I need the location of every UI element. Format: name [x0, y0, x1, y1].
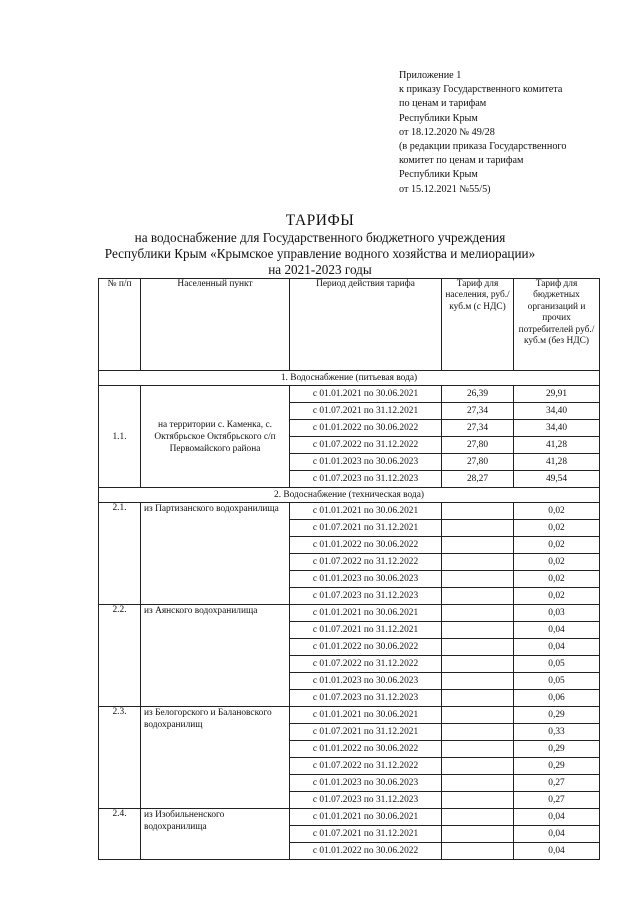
tariff-period-cell: с 01.07.2022 по 31.12.2022: [290, 758, 442, 775]
population-tariff-cell: [442, 809, 514, 826]
table-header-row: [99, 279, 600, 371]
tariff-period-cell: с 01.01.2023 по 30.06.2023: [290, 571, 442, 588]
budget-tariff-cell: 34,40: [514, 403, 600, 420]
row-number: 2.3.: [99, 707, 141, 809]
population-tariff-cell: [442, 724, 514, 741]
budget-tariff-cell: 0,05: [514, 673, 600, 690]
tariff-period-cell: с 01.07.2023 по 31.12.2023: [290, 690, 442, 707]
population-tariff-cell: 28,27: [442, 471, 514, 488]
population-tariff-cell: [442, 639, 514, 656]
row-number: 2.4.: [99, 809, 141, 860]
tariff-period-cell: с 01.01.2021 по 30.06.2021: [290, 605, 442, 622]
tariff-period-cell: с 01.01.2023 по 30.06.2023: [290, 673, 442, 690]
budget-tariff-cell: 0,04: [514, 809, 600, 826]
budget-tariff-cell: 0,03: [514, 605, 600, 622]
settlement-cell: на территории с. Каменка, с. Октябрьское Октябрьского с/п Первомайского района: [141, 386, 290, 488]
population-tariff-cell: 27,80: [442, 437, 514, 454]
tariff-period-cell: с 01.01.2023 по 30.06.2023: [290, 775, 442, 792]
annex-line: (в редакции приказа Государственного: [399, 141, 567, 153]
population-tariff-cell: [442, 520, 514, 537]
budget-tariff-cell: 0,04: [514, 622, 600, 639]
tariff-period-cell: с 01.01.2022 по 30.06.2022: [290, 843, 442, 860]
settlement-cell: из Партизанского водохранилища: [141, 503, 290, 605]
settlement-cell: из Изобильненского водохранилища: [141, 809, 290, 860]
row-number: 1.1.: [99, 386, 141, 488]
annex-line: от 15.12.2021 №55/5): [399, 183, 491, 195]
column-header-number: № п/п: [99, 279, 141, 371]
tariff-period-cell: с 01.01.2022 по 30.06.2022: [290, 537, 442, 554]
budget-tariff-cell: 0,02: [514, 554, 600, 571]
tariff-period-cell: с 01.07.2023 по 31.12.2023: [290, 792, 442, 809]
column-header-budget-tariff: Тариф для бюджетных организаций и прочих потребителей руб./куб.м (без НДС): [514, 279, 600, 371]
population-tariff-cell: [442, 758, 514, 775]
section-row: [99, 371, 600, 386]
population-tariff-cell: [442, 826, 514, 843]
budget-tariff-cell: 0,05: [514, 656, 600, 673]
budget-tariff-cell: 0,29: [514, 758, 600, 775]
budget-tariff-cell: 41,28: [514, 454, 600, 471]
tariff-period-cell: с 01.07.2023 по 31.12.2023: [290, 588, 442, 605]
row-number: 2.2.: [99, 605, 141, 707]
tariff-period-cell: с 01.07.2022 по 31.12.2022: [290, 656, 442, 673]
tariff-period-cell: с 01.07.2021 по 31.12.2021: [290, 826, 442, 843]
population-tariff-cell: [442, 571, 514, 588]
population-tariff-cell: 26,39: [442, 386, 514, 403]
population-tariff-cell: [442, 622, 514, 639]
section-heading: 1. Водоснабжение (питьевая вода): [99, 371, 600, 386]
column-header-period: Период действия тарифа: [290, 279, 442, 371]
budget-tariff-cell: 41,28: [514, 437, 600, 454]
population-tariff-cell: [442, 673, 514, 690]
population-tariff-cell: [442, 605, 514, 622]
population-tariff-cell: [442, 775, 514, 792]
document-title: ТАРИФЫ: [285, 212, 355, 229]
budget-tariff-cell: 0,29: [514, 707, 600, 724]
tariff-period-cell: с 01.01.2023 по 30.06.2023: [290, 454, 442, 471]
population-tariff-cell: [442, 690, 514, 707]
tariff-period-cell: с 01.01.2022 по 30.06.2022: [290, 420, 442, 437]
tariff-period-cell: с 01.07.2021 по 31.12.2021: [290, 520, 442, 537]
document-subtitle-line: на водоснабжение для Государственного бюджетного учреждения: [134, 230, 506, 245]
tariff-period-cell: с 01.01.2021 по 30.06.2021: [290, 707, 442, 724]
budget-tariff-cell: 0,02: [514, 537, 600, 554]
budget-tariff-cell: 0,27: [514, 792, 600, 809]
tariff-period-cell: с 01.01.2022 по 30.06.2022: [290, 741, 442, 758]
budget-tariff-cell: 0,33: [514, 724, 600, 741]
budget-tariff-cell: 29,91: [514, 386, 600, 403]
table-row: [99, 605, 600, 622]
row-number: 2.1.: [99, 503, 141, 605]
tariff-period-cell: с 01.07.2023 по 31.12.2023: [290, 471, 442, 488]
population-tariff-cell: [442, 707, 514, 724]
section-row: [99, 488, 600, 503]
column-header-place: Населенный пункт: [141, 279, 290, 371]
table-row: [99, 809, 600, 826]
population-tariff-cell: [442, 792, 514, 809]
settlement-cell: из Аянского водохранилища: [141, 605, 290, 707]
population-tariff-cell: [442, 503, 514, 520]
table-row: [99, 386, 600, 403]
tariff-period-cell: с 01.01.2022 по 30.06.2022: [290, 639, 442, 656]
tariffs-table: [98, 278, 600, 860]
population-tariff-cell: [442, 537, 514, 554]
tariff-period-cell: с 01.01.2021 по 30.06.2021: [290, 809, 442, 826]
tariff-period-cell: с 01.07.2021 по 31.12.2021: [290, 403, 442, 420]
tariff-period-cell: с 01.07.2021 по 31.12.2021: [290, 724, 442, 741]
settlement-cell: из Белогорского и Балановского водохранилищ: [141, 707, 290, 809]
budget-tariff-cell: 0,04: [514, 826, 600, 843]
budget-tariff-cell: 34,40: [514, 420, 600, 437]
budget-tariff-cell: 0,02: [514, 588, 600, 605]
budget-tariff-cell: 0,02: [514, 571, 600, 588]
annex-line: от 18.12.2020 № 49/28: [399, 126, 495, 138]
document-subtitle-line: Республики Крым «Крымское управление водного хозяйства и мелиорации»: [104, 246, 536, 261]
annex-line: Приложение 1: [399, 70, 462, 81]
table-row: [99, 503, 600, 520]
tariff-period-cell: с 01.07.2022 по 31.12.2022: [290, 554, 442, 571]
budget-tariff-cell: 0,02: [514, 503, 600, 520]
population-tariff-cell: [442, 843, 514, 860]
budget-tariff-cell: 0,29: [514, 741, 600, 758]
population-tariff-cell: 27,34: [442, 403, 514, 420]
budget-tariff-cell: 0,04: [514, 639, 600, 656]
budget-tariff-cell: 0,06: [514, 690, 600, 707]
population-tariff-cell: 27,80: [442, 454, 514, 471]
annex-line: по ценам и тарифам: [399, 98, 487, 110]
budget-tariff-cell: 49,54: [514, 471, 600, 488]
tariff-period-cell: с 01.01.2021 по 30.06.2021: [290, 386, 442, 403]
budget-tariff-cell: 0,27: [514, 775, 600, 792]
population-tariff-cell: [442, 588, 514, 605]
table-body: [99, 371, 600, 860]
annex-line: к приказу Государственного комитета: [399, 84, 563, 96]
tariff-period-cell: с 01.07.2021 по 31.12.2021: [290, 622, 442, 639]
population-tariff-cell: 27,34: [442, 420, 514, 437]
population-tariff-cell: [442, 656, 514, 673]
column-header-population-tariff: Тариф для населения, руб./куб.м (с НДС): [442, 279, 514, 371]
annex-line: Республики Крым: [399, 112, 478, 124]
annex-line: комитет по ценам и тарифам: [399, 155, 524, 167]
budget-tariff-cell: 0,04: [514, 843, 600, 860]
annex-block: [399, 69, 629, 197]
document-subtitle-line: на 2021-2023 годы: [268, 262, 372, 277]
population-tariff-cell: [442, 554, 514, 571]
tariff-period-cell: с 01.01.2021 по 30.06.2021: [290, 503, 442, 520]
annex-line: Республики Крым: [399, 169, 478, 181]
budget-tariff-cell: 0,02: [514, 520, 600, 537]
population-tariff-cell: [442, 741, 514, 758]
tariff-period-cell: с 01.07.2022 по 31.12.2022: [290, 437, 442, 454]
table-row: [99, 707, 600, 724]
section-heading: 2. Водоснабжение (техническая вода): [99, 488, 600, 503]
